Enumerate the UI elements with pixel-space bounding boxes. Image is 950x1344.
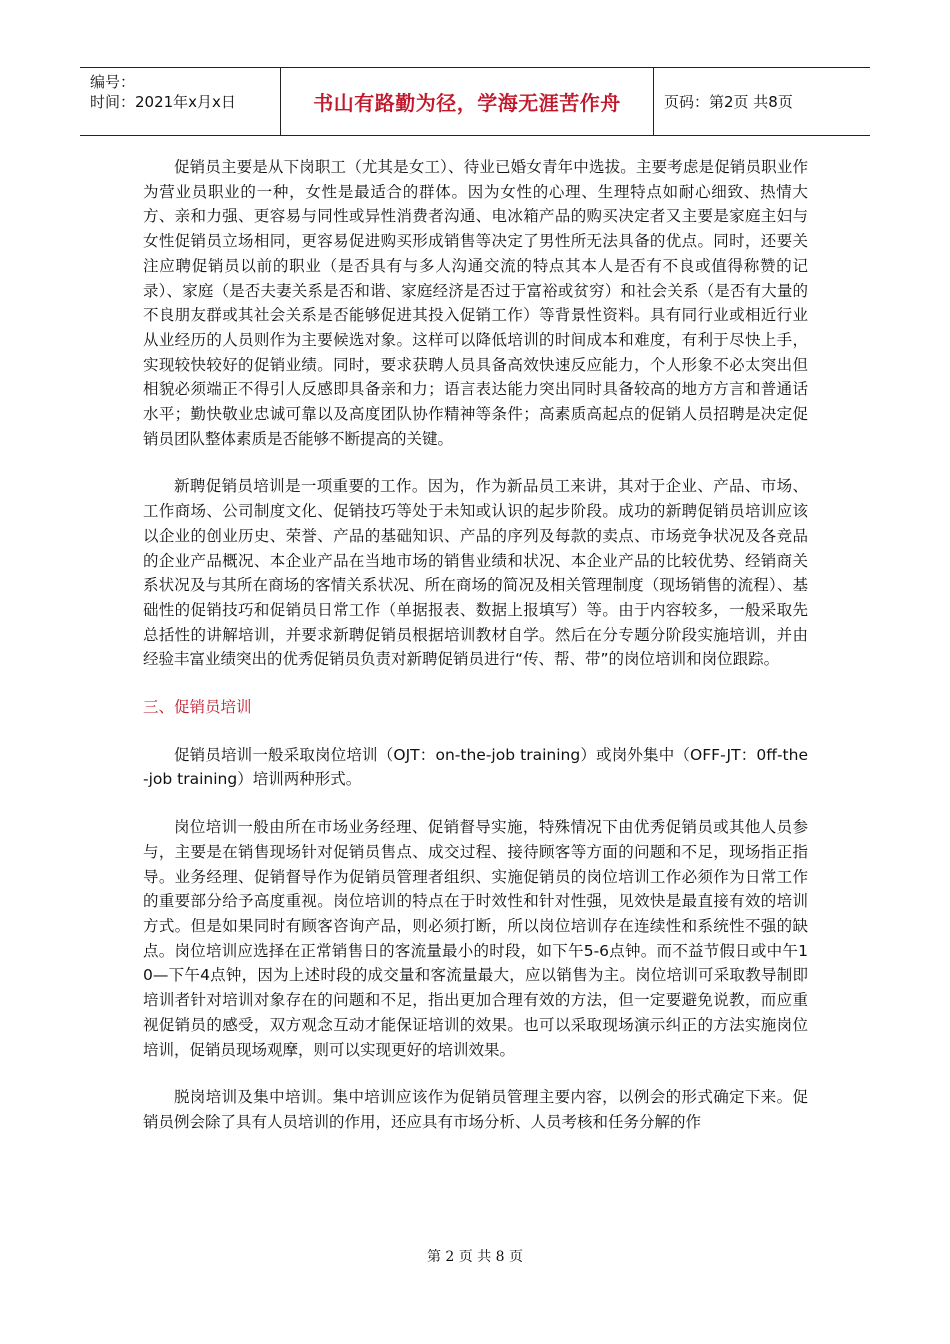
page-header xyxy=(80,67,870,136)
header-page-info: 页码：第2页 共8页 xyxy=(664,93,793,111)
section-heading-training: 三、促销员培训 xyxy=(143,698,252,717)
header-motto: 书山有路勤为径，学海无涯苦作舟 xyxy=(280,68,654,135)
paragraph-ojt: 岗位培训一般由所在市场业务经理、促销督导实施，特殊情况下由优秀促销员或其他人员参与，主要是在销售现场针对促销员售点、成交过程、接待顾客等方面的问题和不足，现场指正指导。业务经理、促销督导作为促销员管理者组织、实施促销员的岗位培训工作必须作为日常工作的重要部分给予高度重视。岗位培训的特点在于时效性和针对性强，见效快是最直接有效的培训方式。但是如果同时有顾客咨询产品，则必须打断，所以岗位培训存在连续性和系统性不强的缺点。岗位培训应选择在正常销售日的客流量最小的时段，如下午5-6点钟。而不益节假日或中午10—下午4点钟，因为上述时段的成交量和客流量最大，应以销售为主。岗位培训可采取教导制即培训者针对培训对象存在的问题和不足，指出更加合理有效的方法，但一定要避免说教，而应重视促销员的感受，双方观念互动才能保证培训的效果。也可以采取现场演示纠正的方法实施岗位培训，促销员现场观摩，则可以实现更好的培训效果。 xyxy=(143,818,808,1059)
header-meta xyxy=(80,68,280,135)
paragraph-off-jt: 脱岗培训及集中培训。集中培训应该作为促销员管理主要内容，以例会的形式确定下来。促销员例会除了具有人员培训的作用，还应具有市场分析、人员考核和任务分解的作 xyxy=(143,1088,808,1131)
document-body xyxy=(143,155,808,1158)
document-number-label: 编号： xyxy=(90,73,136,91)
paragraph-new-hire-training: 新聘促销员培训是一项重要的工作。因为，作为新品员工来讲，其对于企业、产品、市场、工作商场、公司制度文化、促销技巧等处于未知或认识的起步阶段。成功的新聘促销员培训应该以企业的创业历史、荣誉、产品的基础知识、产品的序列及每款的卖点、市场竞争状况及各竞品的企业产品概况、本企业产品在当地市场的销售业绩和状况、本企业产品的比较优势、经销商关系状况及与其所在商场的客情关系状况、所在商场的简况及相关管理制度（现场销售的流程）、基础性的促销技巧和促销员日常工作（单据报表、数据上报填写）等。由于内容较多，一般采取先总括性的讲解培训，并要求新聘促销员根据培训教材自学。然后在分专题分阶段实施培训，并由经验丰富业绩突出的优秀促销员负责对新聘促销员进行“传、帮、带”的岗位培训和岗位跟踪。 xyxy=(143,477,808,669)
document-date-label: 时间：2021年x月x日 xyxy=(90,93,236,111)
page-footer: 第 2 页 共 8 页 xyxy=(426,1249,524,1265)
paragraph-recruitment: 促销员主要是从下岗职工（尤其是女工）、待业已婚女青年中选拔。主要考虑是促销员职业作为营业员职业的一种，女性是最适合的群体。因为女性的心理、生理特点如耐心细致、热情大方、亲和力强、更容易与同性或异性消费者沟通、电冰箱产品的购买决定者又主要是家庭主妇与女性促销员立场相同，更容易促进购买形成销售等决定了男性所无法具备的优点。同时，还要关注应聘促销员以前的职业（是否具有与多人沟通交流的特点其本人是否有不良或值得称赞的记录）、家庭（是否夫妻关系是否和谐、家庭经济是否过于富裕或贫穷）和社会关系（是否有大量的不良朋友群或其社会关系是否能够促进其投入促销工作）等背景性资料。具有同行业或相近行业从业经历的人员则作为主要候选对象。这样可以降低培训的时间成本和难度，有利于尽快上手，实现较快较好的促销业绩。同时，要求获聘人员具备高效快速反应能力，个人形象不必太突出但相貌必须端正不得引人反感即具备亲和力；语言表达能力突出同时具备较高的地方方言和普通话水平；勤快敬业忠诚可靠以及高度团队协作精神等条件；高素质高起点的促销人员招聘是决定促销员团队整体素质是否能够不断提高的关键。 xyxy=(143,158,808,448)
paragraph-training-forms: 促销员培训一般采取岗位培训（OJT：on-the-job training）或岗外集中（OFF-JT：0ff-the-job training）培训两种形式。 xyxy=(143,745,808,789)
